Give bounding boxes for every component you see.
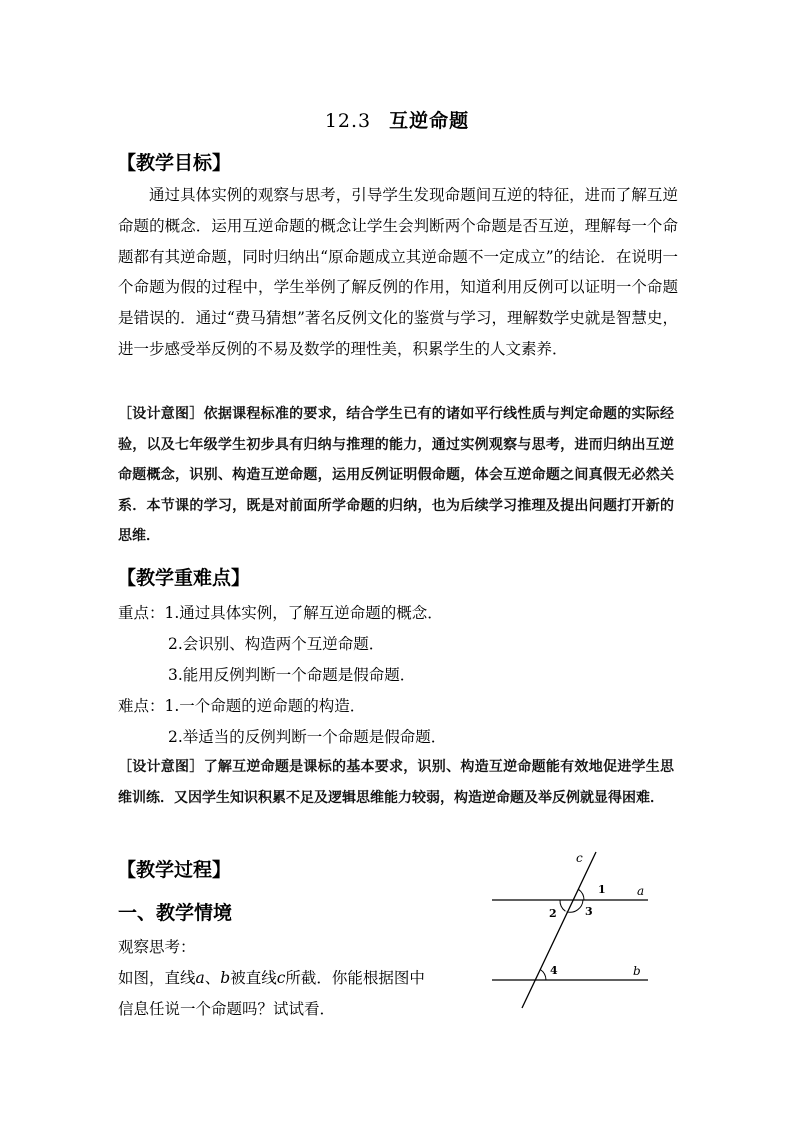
focus-label: 重点： (118, 604, 165, 622)
focus-item-1: 1.通过具体实例，了解互逆命题的概念． (164, 604, 443, 622)
focus-item-3: 3.能用反例判断一个命题是假命题． (168, 666, 416, 684)
title-text: 互逆命题 (389, 110, 470, 132)
prompt-text: 如图，直线 (118, 969, 196, 987)
title-number: 12.3 (324, 110, 372, 132)
design-intent-tag: ［设计意图］ (118, 406, 204, 422)
keypoints-design-note (118, 752, 674, 813)
var-b: b (220, 969, 231, 987)
label-b: b (633, 964, 641, 978)
focus-line-1 (118, 601, 443, 623)
process-heading: 【教学过程】 (117, 859, 232, 881)
angle-arc-4 (540, 970, 546, 981)
observe-label: 观察思考： (118, 938, 196, 956)
design-intent-tag: ［设计意图］ (118, 759, 204, 775)
var-a: a (195, 969, 205, 987)
difficulty-item-2: 2.举适当的反例判断一个命题是假命题． (168, 728, 447, 746)
angle-label-2: 2 (549, 907, 557, 920)
keypoints-heading: 【教学重难点】 (117, 567, 251, 589)
difficulty-item-1: 1.一个命题的逆命题的构造． (164, 697, 366, 715)
prompt-line-1 (118, 966, 425, 988)
label-c: c (576, 851, 583, 865)
difficulty-line-1 (118, 694, 365, 716)
angle-label-3: 3 (585, 905, 593, 918)
design-intent-text: 依据课程标准的要求，结合学生已有的诸如平行线性质与判定命题的实际经验，以及七年级学生初步具有归纳与推理的能力，通过实例观察与思考，进而归纳出互逆命题概念，识别、构造互逆命题，运用反例证明假命题，体会互逆命题之间真假无必然关系．本节课的学习，既是对前面所学命题的归纳，也为后续学习推理及提出问题打开新的思维． (118, 406, 675, 545)
objectives-design-note (118, 399, 674, 552)
label-a: a (637, 884, 645, 898)
var-c: c (276, 969, 286, 987)
parallel-lines-figure (488, 848, 658, 1018)
angle-arc-2 (560, 900, 565, 911)
angle-label-4: 4 (550, 964, 558, 977)
angle-label-1: 1 (598, 883, 606, 896)
focus-item-2: 2.会识别、构造两个互逆命题． (168, 635, 385, 653)
difficulty-label: 难点： (118, 697, 165, 715)
objectives-paragraph: 通过具体实例的观察与思考，引导学生发现命题间互逆的特征，进而了解互逆命题的概念．运用互逆命题的概念让学生会判断两个命题是否互逆，理解每一个命题都有其逆命题，同时归纳出“原命题成立其逆命题不一定成立”的结论．在说明一个命题为假的过程中，学生举例了解反例的作用，知道利用反例可以证明一个命题是错误的．通过“费马猜想”著名反例文化的鉴赏与学习，理解数学史就是智慧史，进一步感受举反例的不易及数学的理性美，积累学生的人文素养． (118, 186, 678, 358)
section-1-heading: 一、教学情境 (118, 902, 233, 924)
prompt-text: 所截．你能根据图中 (285, 969, 425, 987)
page-title (0, 106, 794, 133)
angle-arc-1 (578, 889, 584, 900)
prompt-line-2: 信息任说一个命题吗？试试看． (118, 1000, 336, 1018)
objectives-heading: 【教学目标】 (117, 152, 232, 174)
line-c (522, 852, 596, 1008)
prompt-sep: 、 (204, 969, 221, 987)
design-intent-text: 了解互逆命题是课标的基本要求，识别、构造互逆命题能有效地促进学生思维训练．又因学生知识积累不足及逻辑思维能力较弱，构造逆命题及举反例就显得困难． (118, 759, 675, 806)
angle-arc-3 (567, 900, 583, 912)
prompt-text: 被直线 (230, 969, 277, 987)
